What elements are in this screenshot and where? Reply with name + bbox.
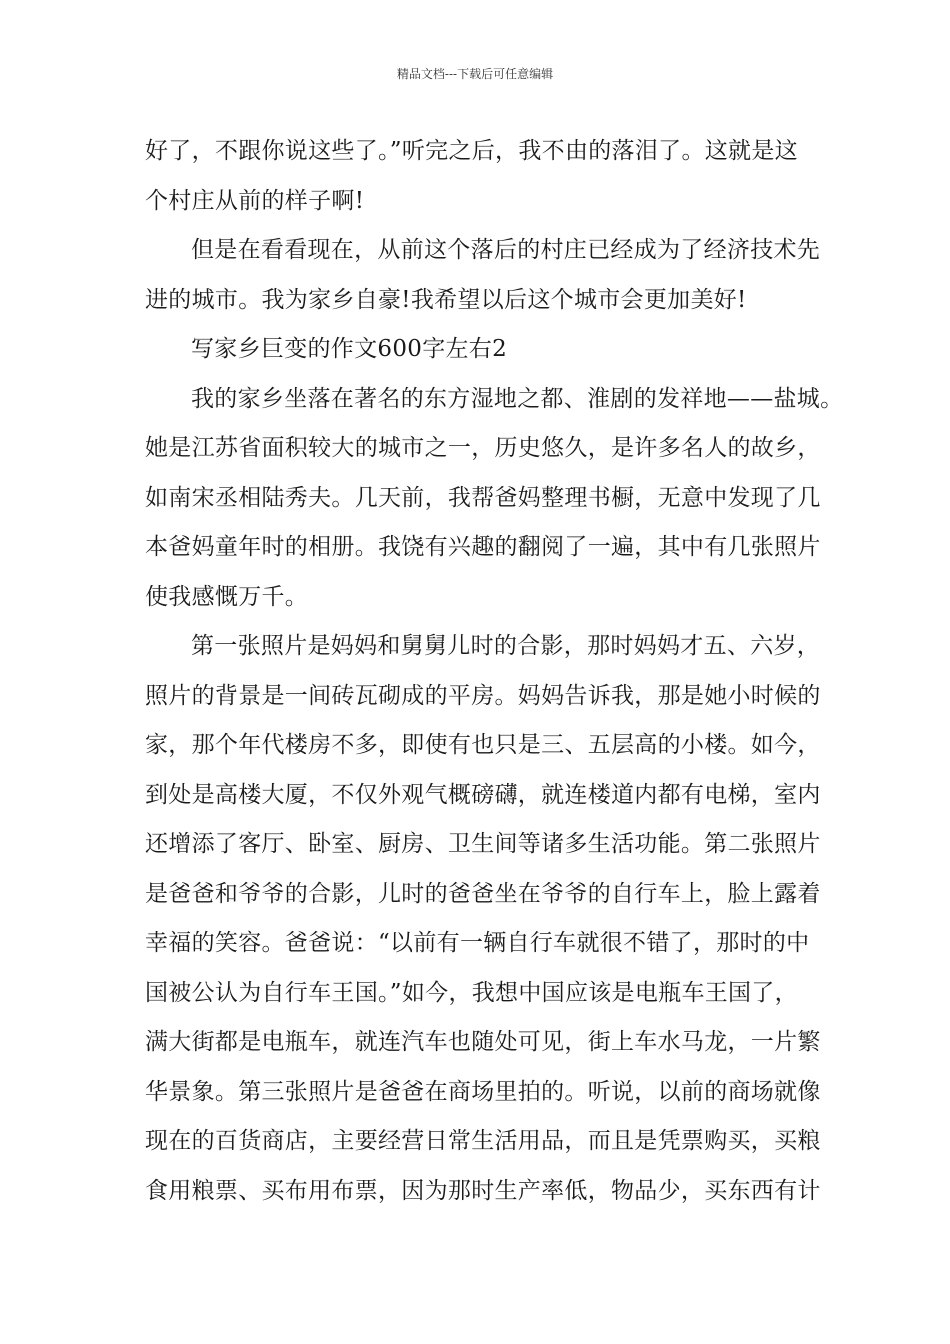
text-line: 本爸妈童年时的相册。我饶有兴趣的翻阅了一遍，其中有几张照片 bbox=[145, 534, 821, 560]
text-line: 华景象。第三张照片是爸爸在商场里拍的。听说，以前的商场就像 bbox=[145, 1078, 821, 1105]
text-line: 满大街都是电瓶车，就连汽车也随处可见，街上车水马龙，一片繁 bbox=[145, 1029, 821, 1055]
text-line: 个村庄从前的样子啊! bbox=[145, 187, 365, 214]
text-line: 是爸爸和爷爷的合影，儿时的爸爸坐在爷爷的自行车上，脸上露着 bbox=[145, 880, 821, 907]
text-line: 使我感慨万千。 bbox=[145, 583, 309, 610]
text-line: 我的家乡坐落在著名的东方湿地之都、淮剧的发祥地——盐城。 bbox=[191, 385, 844, 412]
text-line: 照片的背景是一间砖瓦砌成的平房。妈妈告诉我，那是她小时候的 bbox=[145, 682, 821, 709]
section-title: 写家乡巨变的作文600字左右2 bbox=[191, 336, 508, 362]
text-line: 如南宋丞相陆秀夫。几天前，我帮爸妈整理书橱，无意中发现了几 bbox=[145, 484, 821, 511]
text-line: 到处是高楼大厦，不仅外观气概磅礴，就连楼道内都有电梯，室内 bbox=[145, 781, 821, 808]
text-line: 家，那个年代楼房不多，即使有也只是三、五层高的小楼。如今， bbox=[145, 732, 821, 758]
text-line: 食用粮票、买布用布票，因为那时生产率低，物品少，买东西有计 bbox=[145, 1177, 821, 1204]
text-line: 她是江苏省面积较大的城市之一，历史悠久，是许多名人的故乡， bbox=[145, 435, 821, 461]
text-line: 现在的百货商店，主要经营日常生活用品，而且是凭票购买，买粮 bbox=[145, 1128, 821, 1154]
document-body bbox=[145, 127, 844, 1216]
text-line: 第一张照片是妈妈和舅舅儿时的合影，那时妈妈才五、六岁， bbox=[191, 633, 821, 659]
text-line: 但是在看看现在，从前这个落后的村庄已经成为了经济技术先 bbox=[191, 237, 821, 263]
text-line: 还增添了客厅、卧室、厨房、卫生间等诸多生活功能。第二张照片 bbox=[145, 831, 821, 857]
page-header: 精品文档---下载后可任意编辑 bbox=[396, 67, 554, 81]
text-line: 幸福的笑容。爸爸说：“以前有一辆自行车就很不错了，那时的中 bbox=[145, 930, 810, 956]
text-line: 好了，不跟你说这些了。”听完之后，我不由的落泪了。这就是这 bbox=[145, 138, 798, 164]
text-line: 国被公认为自行车王国。”如今，我想中国应该是电瓶车王国了， bbox=[145, 979, 798, 1006]
text-line: 进的城市。我为家乡自豪!我希望以后这个城市会更加美好! bbox=[145, 286, 747, 313]
